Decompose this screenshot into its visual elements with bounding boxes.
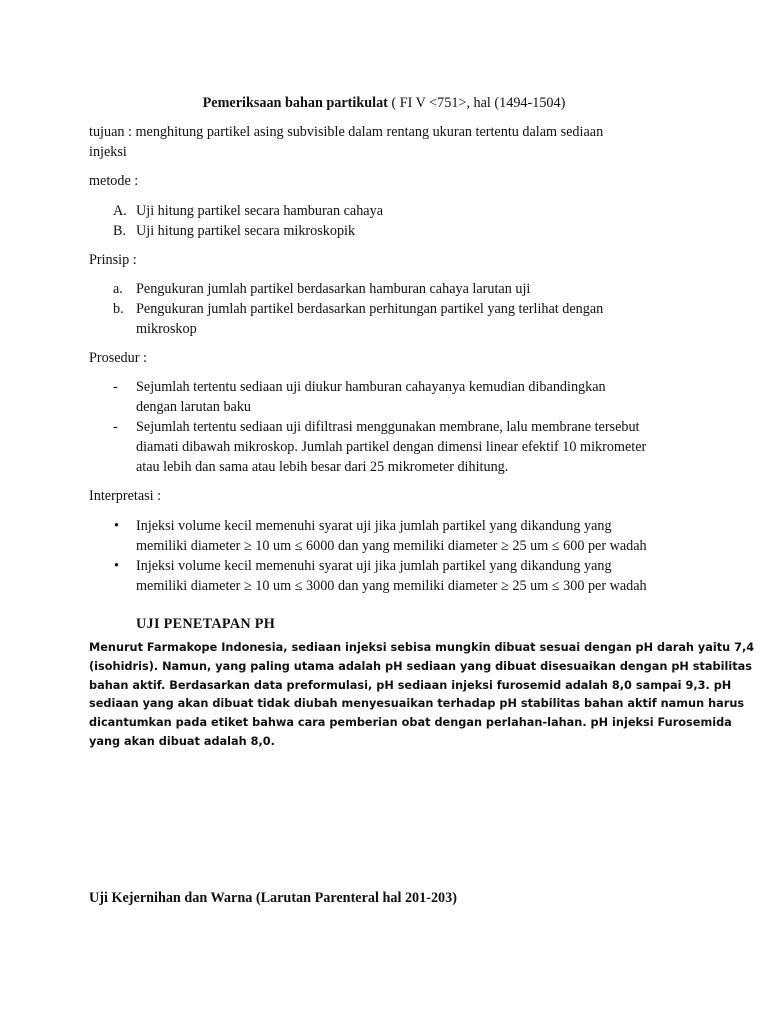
list-item-text: memiliki diameter ≥ 10 um ≤ 3000 dan yang memiliki diameter ≥ 25 um ≤ 300 per wadah — [136, 578, 647, 594]
list-item-text: mikroskop — [136, 321, 197, 337]
paragraph-line: sediaan yang akan dibuat tidak diubah menyesuaikan terhadap pH stabilitas bahan aktif namun harus — [89, 697, 745, 711]
list-item-text: dengan larutan baku — [136, 399, 252, 415]
ph-paragraph — [89, 639, 754, 752]
list-item-text: Injeksi volume kecil memenuhi syarat uji jika jumlah partikel yang dikandung yang — [136, 518, 612, 534]
list-item-text: diamati dibawah mikroskop. Jumlah partikel dengan dimensi linear efektif 10 mikrometer — [136, 439, 647, 455]
paragraph-line: bahan aktif. Berdasarkan data preformulasi, pH sediaan injeksi furosemid adalah 8,0 sampai 9,3. pH — [89, 678, 732, 692]
paragraph-line: dicantumkan pada etiket bahwa cara pemberian obat dengan perlahan-lahan. pH injeksi Furosemida — [89, 716, 732, 730]
list-marker: - — [113, 419, 118, 435]
list-marker: - — [113, 379, 118, 395]
tujuan-line-2: injeksi — [89, 144, 127, 160]
page-title — [0, 93, 768, 113]
interpretasi-label: Interpretasi : — [89, 488, 162, 504]
section-heading-ph: UJI PENETAPAN PH — [136, 616, 276, 632]
list-marker: B. — [113, 223, 127, 239]
list-item-text: Sejumlah tertentu sediaan uji diukur hamburan cahayanya kemudian dibandingkan — [136, 379, 606, 395]
list-marker: a. — [113, 281, 123, 297]
tujuan-line-1: tujuan : menghitung partikel asing subvisible dalam rentang ukuran tertentu dalam sediaan — [89, 124, 604, 140]
list-marker: b. — [113, 301, 124, 317]
prinsip-label: Prinsip : — [89, 252, 137, 268]
list-item-text: Uji hitung partikel secara mikroskopik — [136, 223, 356, 239]
paragraph-line: yang akan dibuat adalah 8,0. — [89, 734, 275, 748]
bullet-marker: • — [114, 558, 119, 574]
list-item-text: Pengukuran jumlah partikel berdasarkan hamburan cahaya larutan uji — [136, 281, 531, 297]
bullet-marker: • — [114, 518, 119, 534]
list-item-text: Sejumlah tertentu sediaan uji difiltrasi menggunakan membrane, lalu membrane tersebut — [136, 419, 640, 435]
list-item-text: Pengukuran jumlah partikel berdasarkan perhitungan partikel yang terlihat dengan — [136, 301, 604, 317]
title-reference: ( FI V <751>, hal (1494-1504) — [387, 95, 566, 111]
list-item-text: memiliki diameter ≥ 10 um ≤ 6000 dan yang memiliki diameter ≥ 25 um ≤ 600 per wadah — [136, 538, 647, 554]
list-item-text: atau lebih dan sama atau lebih besar dari 25 mikrometer dihitung. — [136, 459, 509, 475]
paragraph-line: (isohidris). Namun, yang paling utama adalah pH sediaan yang dibuat disesuaikan dengan pH stabilitas — [89, 659, 752, 673]
metode-label: metode : — [89, 173, 139, 189]
paragraph-line: Menurut Farmakope Indonesia, sediaan injeksi sebisa mungkin dibuat sesuai dengan pH darah yaitu 7,4 — [89, 641, 755, 654]
list-item-text: Uji hitung partikel secara hamburan cahaya — [136, 203, 383, 219]
section-heading-kejernihan: Uji Kejernihan dan Warna (Larutan Parenteral hal 201-203) — [89, 890, 457, 906]
list-item-text: Injeksi volume kecil memenuhi syarat uji jika jumlah partikel yang dikandung yang — [136, 558, 612, 574]
list-marker: A. — [113, 203, 127, 219]
title-bold: Pemeriksaan bahan partikulat — [202, 95, 388, 111]
prosedur-label: Prosedur : — [89, 350, 147, 366]
